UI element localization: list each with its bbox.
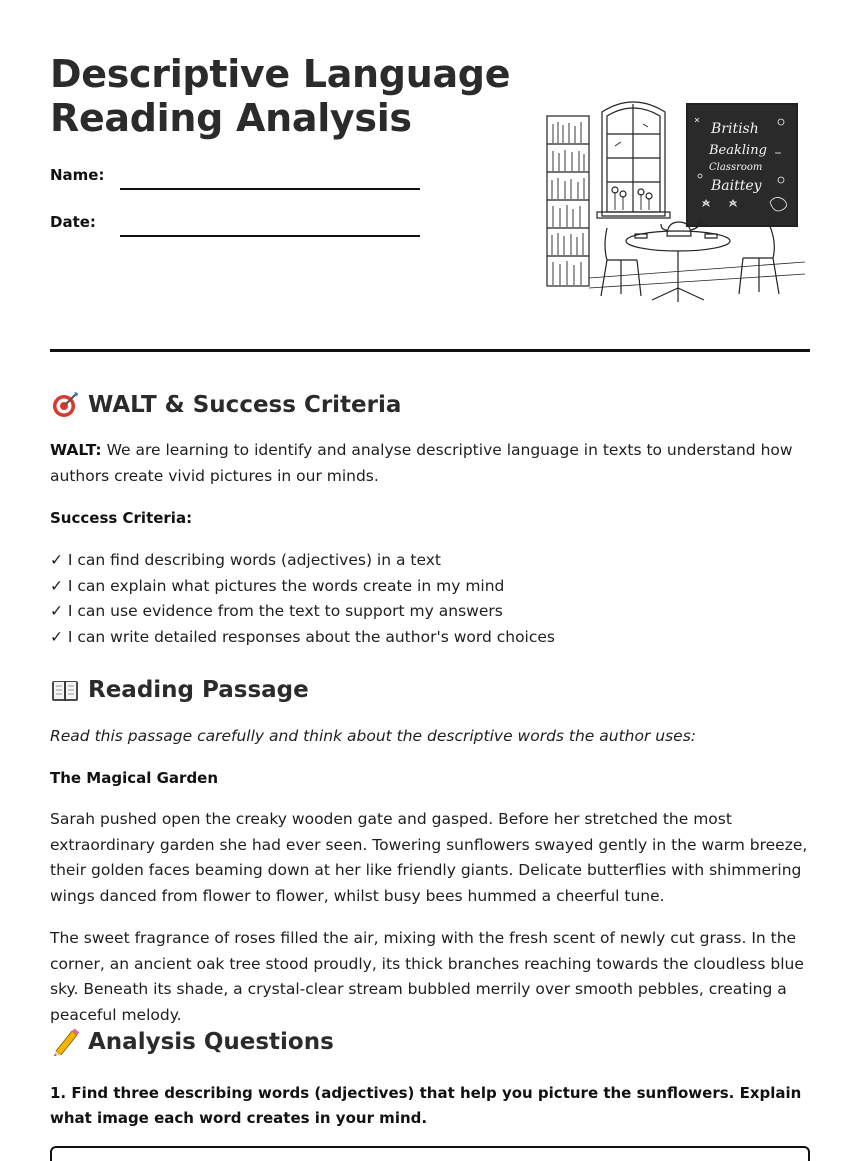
target-icon <box>50 390 80 420</box>
bookshelf-icon <box>547 116 589 286</box>
window-icon <box>597 102 670 218</box>
walt-label: WALT: <box>50 441 102 459</box>
reading-heading <box>50 675 309 705</box>
answer-box-1[interactable] <box>50 1146 810 1161</box>
success-criteria-label: Success Criteria: <box>50 509 193 527</box>
success-criteria-list <box>50 548 555 650</box>
book-icon <box>50 675 80 705</box>
criteria-item: ✓ I can write detailed responses about the author's word choices <box>50 627 555 646</box>
chalkboard-icon <box>687 104 797 226</box>
date-line[interactable] <box>120 235 420 237</box>
walt-statement <box>50 438 810 489</box>
worksheet-page <box>50 0 810 1161</box>
pencil-icon <box>50 1027 80 1057</box>
walt-text: We are learning to identify and analyse descriptive language in texts to understand how authors create vivid pictures in our minds. <box>50 441 793 485</box>
name-label: Name: <box>50 166 105 184</box>
criteria-item: ✓ I can explain what pictures the words create in my mind <box>50 576 505 595</box>
name-line[interactable] <box>120 188 420 190</box>
board-line-1: British <box>711 121 759 137</box>
title-line-2: Reading Analysis <box>50 96 412 140</box>
board-line-3: Classroom <box>709 162 763 173</box>
date-field[interactable] <box>50 213 420 231</box>
analysis-heading-text: Analysis Questions <box>88 1029 334 1055</box>
analysis-heading <box>50 1027 334 1057</box>
title-line-1: Descriptive Language <box>50 52 511 96</box>
reading-heading-text: Reading Passage <box>88 677 309 703</box>
question-1: 1. Find three describing words (adjectives) that help you picture the sunflowers. Explain what image each word creates in your mind. <box>50 1084 802 1127</box>
page-title <box>50 52 510 140</box>
table-icon <box>626 222 730 302</box>
name-field[interactable] <box>50 166 420 184</box>
story-title: The Magical Garden <box>50 769 219 787</box>
date-label: Date: <box>50 213 96 231</box>
reading-instruction: Read this passage carefully and think about the descriptive words the author uses: <box>50 727 697 745</box>
walt-heading <box>50 390 401 420</box>
board-line-4: Baittey <box>711 178 762 194</box>
classroom-illustration <box>545 98 807 310</box>
walt-heading-text: WALT & Success Criteria <box>88 392 402 418</box>
criteria-item: ✓ I can use evidence from the text to support my answers <box>50 602 503 621</box>
story-paragraph-2: The sweet fragrance of roses filled the air, mixing with the fresh scent of newly cut grass. In the corner, an ancient oak tree stood proudly, its thick branches reaching towards the cloudless blue sky. Beneath its shade, a crystal-clear stream bubbled merrily over smooth pebbles, creating a peaceful melody. <box>50 929 804 1024</box>
criteria-item: ✓ I can find describing words (adjectives) in a text <box>50 551 441 569</box>
board-line-2: Beakling <box>709 143 767 158</box>
story-paragraph-1: Sarah pushed open the creaky wooden gate and gasped. Before her stretched the most extraordinary garden she had ever seen. Towering sunflowers swayed gently in the warm breeze, their golden faces beaming down at her like friendly giants. Delicate butterflies with shimmering wings danced from flower to flower, whilst busy bees hummed a cheerful tune. <box>50 810 808 905</box>
teapot-icon <box>667 222 691 236</box>
worksheet-header <box>50 0 810 352</box>
